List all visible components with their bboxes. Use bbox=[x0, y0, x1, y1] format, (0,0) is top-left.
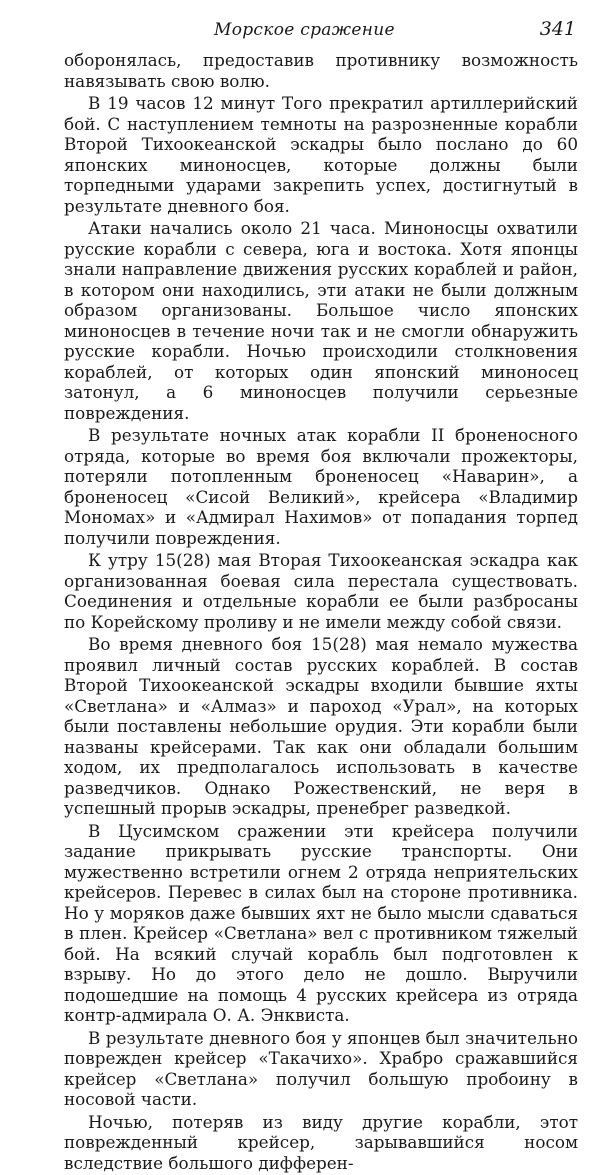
paragraph: Ночью, потеряв из виду другие корабли, этот поврежденный крейсер, зарывавшийся носом вследствие большого дифферен- bbox=[64, 1111, 578, 1173]
book-page bbox=[64, 14, 578, 1175]
paragraph: Атаки начались около 21 часа. Миноносцы охватили русские корабли с севера, юга и востока. Хотя японцы знали направление движения русских кораблей и район, в котором они находились, эти атаки не были должным образом организованы. Большое число японских миноносцев в течение ночи так и не смогли обнаружить русские корабли. Ночью происходили столкновения кораблей, от которых один японский миноносец затонул, а 6 миноносцев получили серьезные повреждения. bbox=[64, 218, 578, 423]
paragraph: В результате дневного боя у японцев был значительно поврежден крейсер «Такачихо». Храбро сражавшийся крейсер «Светлана» получил большую пробоину в носовой части. bbox=[64, 1027, 578, 1109]
paragraph: Во время дневного боя 15(28) мая немало мужества проявил личный состав русских кораблей. В состав Второй Тихоокеанской эскадры входили бывшие яхты «Светлана» и «Алмаз» и пароход «Урал», на которых были поставлены небольшие орудия. Эти корабли были названы крейсерами. Так как они обладали большим ходом, их предполагалось использовать в качестве разведчиков. Однако Рожественский, не веря в успешный прорыв эскадры, пренебрег разведкой. bbox=[64, 634, 578, 818]
page-number: 341 bbox=[539, 18, 576, 40]
body-text bbox=[64, 50, 578, 1173]
running-title: Морское сражение bbox=[214, 20, 395, 40]
page-header bbox=[64, 14, 578, 50]
paragraph: В 19 часов 12 минут Того прекратил артиллерийский бой. С наступлением темноты на разрозненные корабли Второй Тихоокеанской эскадры было послано до 60 японских миноносцев, которые должны были торпедными ударами закрепить успех, достигнутый в результате дневного боя. bbox=[64, 93, 578, 216]
paragraph: К утру 15(28) мая Вторая Тихоокеанская эскадра как организованная боевая сила перестала существовать. Соединения и отдельные корабли ее были разбросаны по Корейскому проливу и не имели между собой связи. bbox=[64, 550, 578, 632]
paragraph: В Цусимском сражении эти крейсера получили задание прикрывать русские транспорты. Они мужественно встретили огнем 2 отряда неприятельских крейсеров. Перевес в силах был на стороне противника. Но у моряков даже бывших яхт не было мысли сдаваться в плен. Крейсер «Светлана» вел с противником тяжелый бой. На всякий случай корабль был подготовлен к взрыву. Но до этого дело не дошло. Выручили подошедшие на помощь 4 русских крейсера из отряда контр-адмирала О. А. Энквиста. bbox=[64, 820, 578, 1025]
paragraph: В результате ночных атак корабли II броненосного отряда, которые во время боя включали прожекторы, потеряли потопленным броненосец «Наварин», а броненосец «Сисой Великий», крейсера «Владимир Мономах» и «Адмирал Нахимов» от попадания торпед получили повреждения. bbox=[64, 425, 578, 548]
paragraph-continuation: оборонялась, предоставив противнику возможность навязывать свою волю. bbox=[64, 50, 578, 91]
